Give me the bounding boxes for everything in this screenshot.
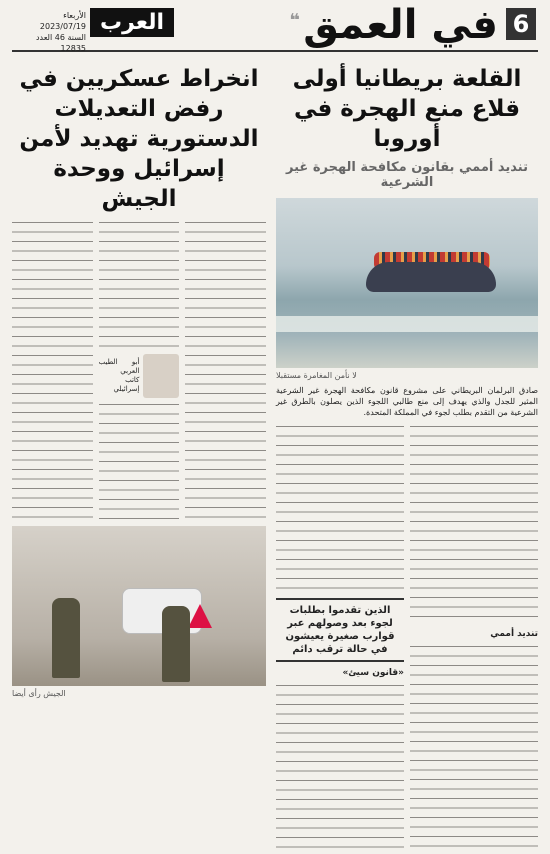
sea-waves: [276, 316, 538, 332]
author-role: كاتب إسرائيلي: [113, 376, 140, 393]
newspaper-logo: العرب: [90, 8, 174, 37]
right-headline: القلعة بريطانيا أولى قلاع منع الهجرة في أوروبا: [292, 66, 522, 152]
left-columns: [12, 220, 266, 520]
page-number: 6: [506, 8, 536, 40]
body-text-lines: [185, 220, 266, 520]
author-box: [99, 354, 180, 398]
right-subtitle-1: تنديد أممي: [490, 629, 538, 639]
right-subtitle-2: «قانون سيئ»: [342, 668, 404, 678]
soldier-figure: [162, 606, 190, 682]
right-article: [276, 58, 538, 854]
body-text-lines: [276, 424, 404, 592]
left-column-1: [185, 220, 266, 520]
body-text-lines: [410, 644, 538, 854]
left-article: [12, 58, 266, 703]
right-columns: [276, 424, 538, 854]
body-text-lines: [410, 424, 538, 624]
quote-icon: ❝: [289, 10, 300, 31]
right-subhead: تنديد أممي بقانون مكافحة الهجرة غير الشرعية: [286, 160, 528, 190]
section-title: في العمق: [303, 2, 498, 48]
issue-meta: [16, 10, 86, 54]
left-headline: انخراط عسكريين في رفض التعديلات الدستورية تهديد لأمن إسرائيل ووحدة الجيش: [19, 66, 259, 212]
right-column-1: [410, 424, 538, 854]
rubber-boat: [366, 262, 496, 292]
right-lead: صادق البرلمان البريطاني على مشروع قانون مكافحة الهجرة غير الشرعية المثير للجدل والذي يهدف إلى منع طالبي اللجوء الذين يصلون بالطرق غير الشرعية من التقدم بطلب لجوء في المملكة المتحدة.: [276, 386, 538, 417]
left-column-2: [99, 220, 180, 520]
author-photo: [143, 354, 179, 398]
body-text-lines: [99, 220, 180, 350]
soldiers-photo: [12, 526, 266, 686]
left-photo-caption: الجيش رأى أيضا: [12, 689, 66, 698]
body-text-lines: [12, 220, 93, 520]
author-info: [99, 358, 140, 394]
migrant-boat-photo: [276, 198, 538, 368]
issue-number: السنة 46 العدد 12835: [35, 33, 86, 53]
soldier-figure: [52, 598, 80, 678]
body-text-lines: [99, 402, 180, 520]
issue-date: الأربعاء 2023/07/19: [39, 11, 86, 31]
right-pullquote: الذين تقدموا بطلبات لجوء بعد وصولهم عبر قوارب صغيرة يعيشون في حالة ترقب دائم: [276, 598, 404, 662]
left-column-3: [12, 220, 93, 520]
author-name: أبو الطيب العربي: [98, 358, 140, 375]
body-text-lines: [276, 683, 404, 853]
masthead: [12, 0, 538, 52]
right-photo-caption: لا نأمن المغامرة مستقبلا: [276, 371, 357, 380]
right-column-2: [276, 424, 404, 854]
